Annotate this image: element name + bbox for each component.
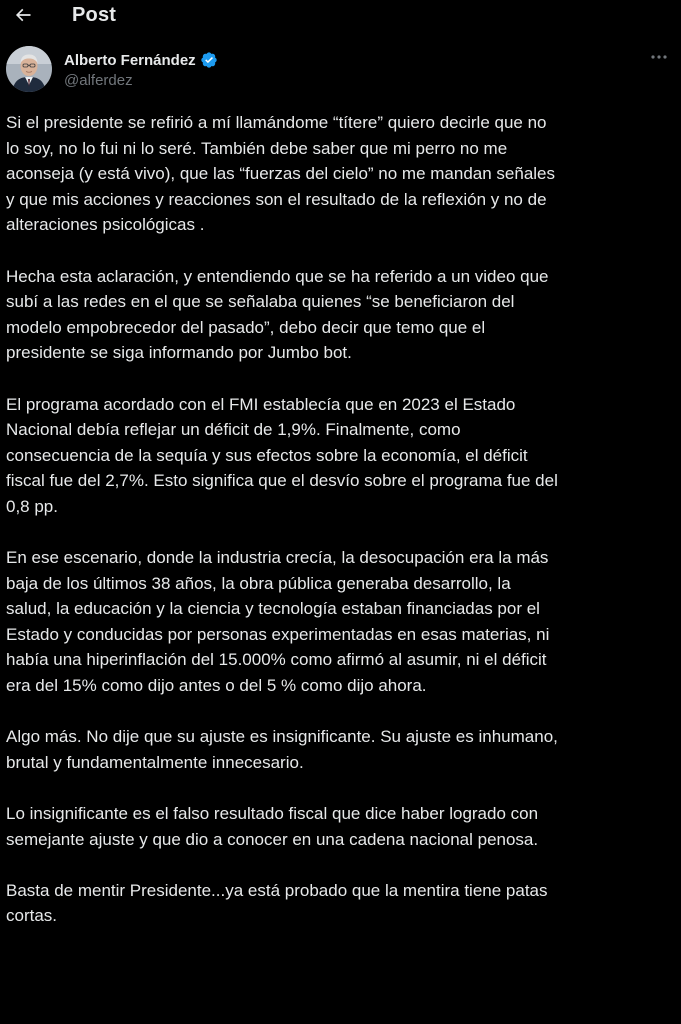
back-button[interactable] — [6, 0, 40, 30]
author-name-row[interactable] — [64, 50, 218, 70]
page-title: Post — [72, 3, 117, 26]
author-name[interactable]: Alberto Fernández — [64, 51, 196, 69]
post-author — [6, 46, 681, 98]
author-info — [64, 50, 218, 89]
more-horizontal-icon — [650, 54, 668, 60]
post-paragraph-6: Lo insignificante es el falso resultado fiscal que dice haber logrado con semejante ajuste y que dio a conocer en una cadena nacional penosa. — [6, 804, 539, 849]
top-bar — [0, 0, 681, 30]
post-paragraph-3: El programa acordado con el FMI establecía que en 2023 el Estado Nacional debía reflejar un déficit de 1,9%. Finalmente, como consecuencia de la sequía y sus efectos sobre la economía, el déficit fiscal fue del 2,7%. Esto significa que el desvío sobre el programa fue del 0,8 pp. — [6, 394, 558, 516]
post-text — [6, 110, 676, 929]
post-paragraph-5: Algo más. No dije que su ajuste es insignificante. Su ajuste es inhumano, brutal y fundamentalmente innecesario. — [6, 727, 558, 772]
author-handle[interactable]: @alferdez — [64, 72, 133, 89]
verified-badge-icon — [200, 51, 218, 69]
post-paragraph-4: En ese escenario, donde la industria crecía, la desocupación era la más baja de los últimos 38 años, la obra pública generaba desarrollo, la salud, la educación y la ciencia y tecnología estaban financiadas por el Estado y conducidas por personas experimentadas en esas materias, ni había una hiperinflación del 15.000% como afirmó al asumir, ni el déficit era del 15% como dijo antes o del 5 % como dijo ahora. — [6, 548, 550, 696]
arrow-left-icon — [13, 5, 33, 25]
post-paragraph-1: Si el presidente se refirió a mí llamándome “títere” quiero decirle que no lo soy, no lo fui ni lo seré. También debe saber que mi perro no me aconseja (y está vivo), que las “fuerzas del cielo” no me mandan señales y que mis acciones y reacciones son el resultado de la reflexión y no de alteraciones psicológicas . — [6, 113, 556, 235]
avatar[interactable] — [6, 46, 52, 92]
more-options-button[interactable] — [647, 50, 671, 64]
post-paragraph-2: Hecha esta aclaración, y entendiendo que se ha referido a un video que subí a las redes en el que se señalaba quienes “se beneficiaron del modelo empobrecedor del pasado”, debo decir que temo que el presidente se siga informando por Jumbo bot. — [6, 266, 549, 363]
post-paragraph-7: Basta de mentir Presidente...ya está probado que la mentira tiene patas cortas. — [6, 880, 548, 926]
